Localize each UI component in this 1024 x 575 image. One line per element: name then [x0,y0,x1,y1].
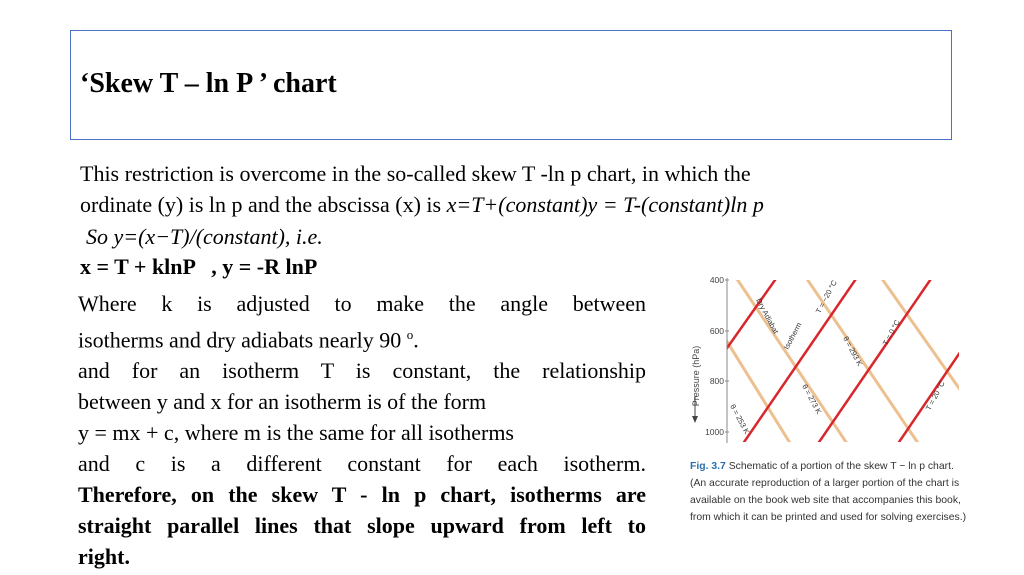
y-axis-label: Pressure (hPa) [691,345,701,407]
intro-line-2 [80,189,944,220]
label-isotherm: Isotherm [781,320,804,351]
intro-formula: x=T+(constant)y = T-(constant)ln p [446,192,764,217]
tick-1000: 1000 [705,427,724,437]
caption-body-3: from which it can be printed and used for solving exercises.) [690,512,967,523]
figure-caption [690,458,975,526]
caption-body-2: available on the book web site that accompanies this book, [690,495,961,506]
isotherm-line [815,273,935,448]
tick-600: 600 [709,326,724,336]
caption-label: Fig. 3.7 [690,461,726,472]
degree-superscript: o [406,327,414,342]
label-dry-adiabat: Dry Adiabat [754,296,781,336]
body-bold-line-3: right. [78,544,130,570]
slide-title: ‘Skew T – ln P ’ chart [80,68,337,99]
body-line-3: and for an isotherm T is constant, the relationship [78,358,646,384]
body-bold-line-1: Therefore, on the skew T - ln p chart, isotherms are [78,482,646,508]
caption-title: Schematic of a portion of the skew T − ln p chart. [725,461,954,472]
body-line-2-text: isotherms and dry adiabats nearly 90 [78,327,407,353]
dry-adiabat-line [880,276,970,418]
body-paragraph [78,288,646,572]
body-line-2 [78,319,646,355]
label-theta-293: θ = 293 K [841,334,865,368]
label-t-0: T = 0 °C [880,318,902,347]
label-t-20: T = 20 °C [923,379,947,412]
caption-body-1: (An accurate reproduction of a larger portion of the chart is [690,478,960,489]
body-bold-line-2: straight parallel lines that slope upward from left to [78,513,646,539]
equation: x = T + klnP , y = -R lnP [80,254,318,279]
label-t-minus20: T = −20 °C [813,278,839,315]
body-line-1: Where k is adjusted to make the angle between [78,291,646,316]
body-line-2-end: . [413,327,419,353]
so-line: So y=(x−T)/(constant), i.e. [86,224,323,249]
intro-line-2-text: ordinate (y) is ln p and the abscissa (x) is [80,192,447,217]
body-line-6: and c is a different constant for each isotherm. [78,451,646,477]
body-line-5: y = mx + c, where m is the same for all isotherms [78,420,514,446]
tick-400: 400 [709,275,724,285]
label-theta-253: θ = 253 K [728,402,752,436]
body-line-4: between y and x for an isotherm is of the form [78,389,487,415]
intro-line-1: This restriction is overcome in the so-called skew T -ln p chart, in which the [80,161,751,186]
pressure-arrow-head [692,416,698,423]
tick-800: 800 [709,376,724,386]
label-theta-273: θ = 273 K [800,382,824,416]
skew-t-diagram [680,268,970,458]
intro-paragraph [80,158,944,220]
